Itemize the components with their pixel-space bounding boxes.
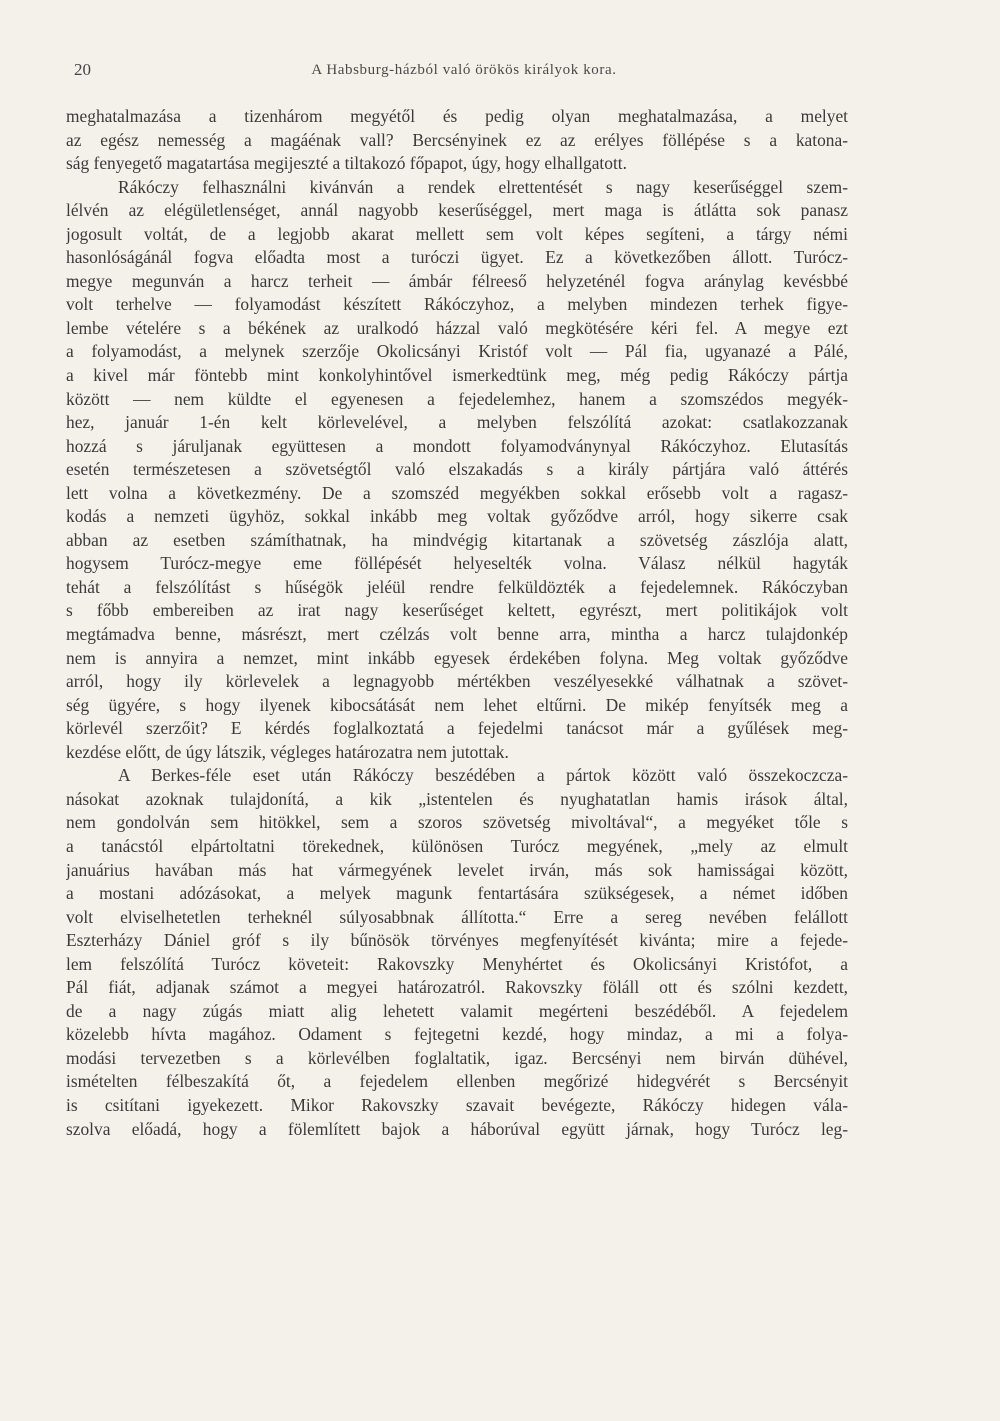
text-line: de a nagy zúgás miatt alig lehetett valamit megérteni beszédéből. A fejedelem [66,1000,848,1021]
text-line: s főbb embereiben az irat nagy keserűséget keltett, egyrészt, mert politikájok volt [66,600,848,621]
text-line: arról, hogy ily körlevelek a legnagyobb mértékben veszélyesekké válhatnak a szövet- [66,671,848,692]
text-line: között — nem küldte el egyenesen a fejedelemhez, hanem a szomszédos megyék- [66,388,848,409]
text-line: jogosult voltát, de a legjobb akarat mellett sem volt képes segíteni, a tárgy némi [66,223,848,244]
text-line: lembe vételére s a békének az uralkodó házzal való megkötésére kéri fel. A megye ezt [66,317,848,338]
text-line: januárius havában más hat vármegyének levelet irván, más sok hamisságai között, [66,859,848,880]
text-line: szolva előadá, hogy a fölemlített bajok a háborúval együtt járnak, hogy Turócz leg- [66,1118,848,1139]
text-line: a folyamodást, a melynek szerzője Okolicsányi Kristóf volt — Pál fia, ugyanazé a Pálé, [66,341,848,362]
text-line: ség ügyére, s hogy ilyenek kibocsátását nem lehet eltűrni. De mikép fenyítsék meg a [66,694,848,715]
text-line: modási tervezetben s a körlevélben foglaltatik, igaz. Bercsényi nem birván dühével, [66,1047,848,1068]
text-line: megtámadva benne, másrészt, mert czélzás volt benne arra, mintha a harcz tulajdonkép [66,624,848,645]
text-line: násokat azoknak tulajdonítá, a kik „istentelen és nyughatatlan hamis irások által, [66,788,848,809]
text-line: Pál fiát, adjanak számot a megyei határozatról. Rakovszky föláll ott és szólni kezdett, [66,977,848,998]
text-line: is csitítani igyekezett. Mikor Rakovszky szavait bevégezte, Rákóczy hidegen vála- [66,1094,848,1115]
page-number: 20 [74,60,91,79]
text-line: Eszterházy Dániel gróf s ily bűnösök törvényes megfenyítését kivánta; mire a fejede- [66,930,848,951]
text-line: tehát a felszólítást s hűségök jeléül rendre felküldözték a fejedelemnek. Rákóczyban [66,576,848,597]
text-line: lélvén az elégületlenséget, annál nagyobb keserűséggel, mert maga is átlátta sok panasz [66,200,848,221]
text-line: meghatalmazása a tizenhárom megyétől és pedig olyan meghatalmazása, a melyet [66,106,848,126]
text-line: abban az esetben számíthatnak, ha mindvégig kitartanak a szövetség zászlója alatt, [66,529,848,550]
text-line: volt elviselhetetlen terheknél súlyosabbnak állította.“ Erre a sereg nevében felállott [66,906,848,927]
text-line: ság fenyegető magatartása megijeszté a tiltakozó főpapot, úgy, hogy elhallgatott. [66,153,627,174]
text-line: kodás a nemzeti ügyhöz, sokkal inkább meg voltak győződve arról, hogy sikerre csak [66,506,848,527]
text-line: volt terhelve — folyamodást készített Rákóczyhoz, a melyben mindezen terhek figye- [66,294,848,315]
page-header [74,60,854,86]
text-line: lett volna a következmény. De a szomszéd megyékben sokkal erősebb volt a ragasz- [66,482,848,503]
text-line: hasonlóságánál fogva előadta most a turóczi ügyet. Ez a következőben állott. Turócz- [66,247,848,268]
running-title: A Habsburg-házból való örökös királyok kora. [311,62,617,78]
text-line: nem is annyira a nemzet, mint inkább egyesek érdekében folyna. Meg voltak győződve [66,647,848,668]
text-line: ismételten félbeszakítá őt, a fejedelem ellenben megőrizé hidegvérét s Bercsényit [66,1071,848,1092]
text-line: megye megunván a harcz terheit — ámbár félreeső helyzeténél fogva aránylag kevésbbé [66,270,848,291]
text-line: az egész nemesség a magáénak vall? Bercsényinek ez az erélyes föllépése s a katona- [66,129,848,150]
text-line: közelebb hívta magához. Odament s fejtegetni kezdé, hogy mindaz, a mi a folya- [66,1024,848,1045]
text-line: esetén természetesen a szövetségtől való elszakadás s a király pártjára való áttérés [66,459,848,480]
text-line: kezdése előtt, de úgy látszik, végleges határozatra nem jutottak. [66,741,509,762]
text-line: hogysem Turócz-megye eme föllépését helyeselték volna. Válasz nélkül hagyták [66,553,848,574]
text-line: hozzá s járuljanak együttesen a mondott folyamodványnyal Rákóczyhoz. Elutasítás [66,435,848,456]
text-line: hez, január 1-én kelt körlevelével, a melyben felszólítá azokat: csatlakozzanak [66,412,848,433]
text-line: Rákóczy felhasználni kivánván a rendek elrettentését s nagy keserűséggel szem- [118,176,848,197]
text-line: lem felszólítá Turócz követeit: Rakovszky Menyhértet és Okolicsányi Kristófot, a [66,953,848,974]
text-line: A Berkes-féle eset után Rákóczy beszédében a pártok között való összekoczcza- [118,765,848,786]
text-line: a mostani adózásokat, a melyek magunk fentartására szükségesek, a német időben [66,883,848,904]
text-line: a tanácstól elpártoltatni törekednek, különösen Turócz megyének, „mely az elmult [66,835,848,856]
text-line: nem gondolván sem hitökkel, sem a szoros szövetség mivoltával“, a megyéket tőle s [66,812,848,833]
text-line: a kivel már föntebb mint konkolyhintővel ismerkedtünk meg, még pedig Rákóczy pártja [66,365,848,386]
body-text [66,105,848,1141]
text-line: körlevél szerzőit? E kérdés foglalkoztatá a fejedelmi tanácsot már a gyűlések meg- [66,718,848,739]
